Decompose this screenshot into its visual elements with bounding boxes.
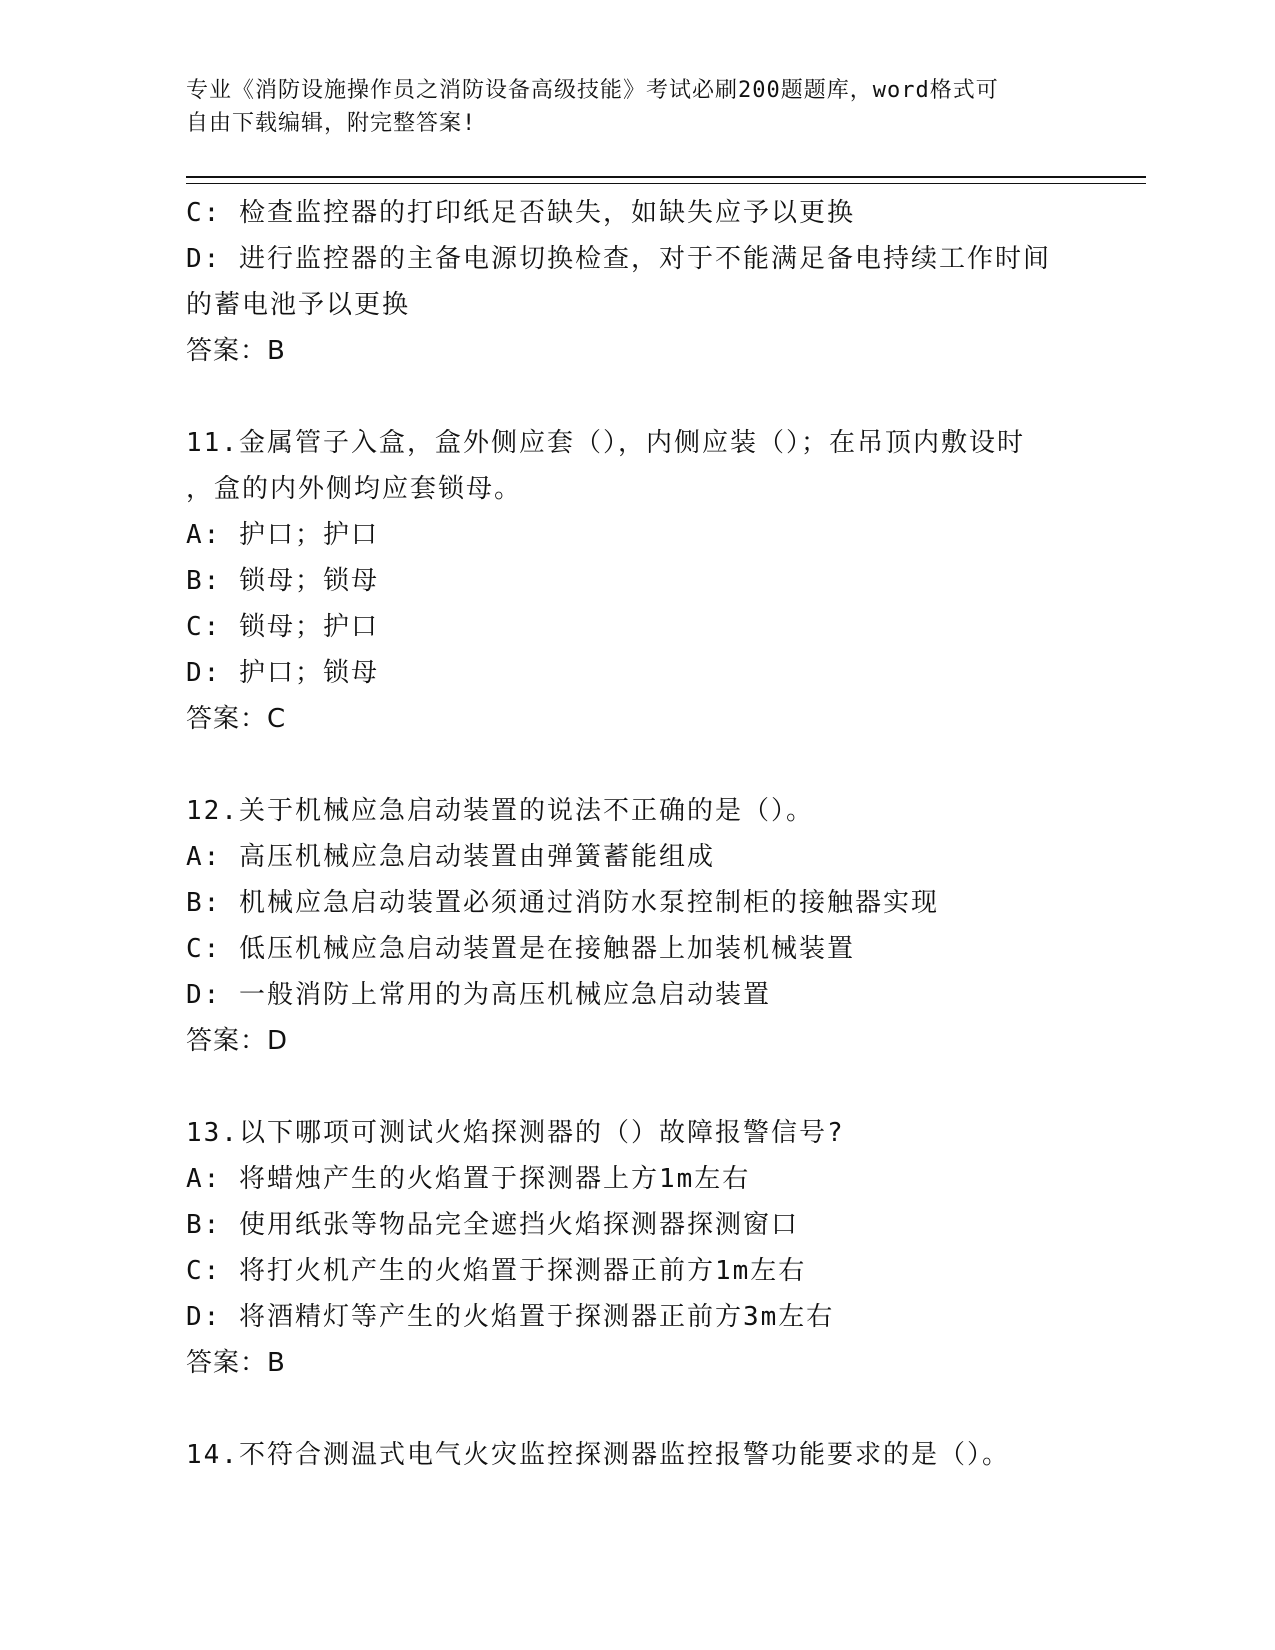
- spacer: [186, 742, 1086, 788]
- spacer: [186, 1064, 1086, 1110]
- option-b: B: 机械应急启动装置必须通过消防水泵控制柜的接触器实现: [186, 888, 939, 918]
- document-header: [186, 74, 1066, 140]
- option-d: D: 将酒精灯等产生的火焰置于探测器正前方3m左右: [186, 1302, 835, 1332]
- option-d: D: 一般消防上常用的为高压机械应急启动装置: [186, 980, 771, 1010]
- question-stem: 12.关于机械应急启动装置的说法不正确的是（）。: [186, 796, 814, 826]
- option-a: A: 高压机械应急启动装置由弹簧蓄能组成: [186, 842, 715, 872]
- question-11: [186, 420, 1086, 742]
- header-divider-thin: [186, 183, 1146, 184]
- question-stem: 13.以下哪项可测试火焰探测器的（）故障报警信号?: [186, 1118, 845, 1148]
- option-c: C: 将打火机产生的火焰置于探测器正前方1m左右: [186, 1256, 807, 1286]
- option-c: C: 检查监控器的打印纸足否缺失，如缺失应予以更换: [186, 198, 855, 228]
- answer: 答案：B: [186, 1348, 286, 1378]
- answer: 答案：C: [186, 704, 287, 734]
- question-stem: 14.不符合测温式电气火灾监控探测器监控报警功能要求的是（）。: [186, 1440, 1010, 1470]
- question-stem-continued: ，盒的内外侧均应套锁母。: [186, 474, 523, 504]
- option-b: B: 锁母；锁母: [186, 566, 379, 596]
- option-d: D: 护口；锁母: [186, 658, 379, 688]
- answer: 答案：D: [186, 1026, 289, 1056]
- option-b: B: 使用纸张等物品完全遮挡火焰探测器探测窗口: [186, 1210, 799, 1240]
- header-line-1: 专业《消防设施操作员之消防设备高级技能》考试必刷200题题库，word格式可: [186, 78, 999, 103]
- header-divider-thick: [186, 176, 1146, 178]
- option-d: D: 进行监控器的主备电源切换检查，对于不能满足备电持续工作时间: [186, 244, 1051, 274]
- option-d-continued: 的蓄电池予以更换: [186, 290, 411, 320]
- option-c: C: 低压机械应急启动装置是在接触器上加装机械装置: [186, 934, 855, 964]
- question-10-tail: [186, 190, 1086, 374]
- answer: 答案：B: [186, 336, 286, 366]
- question-14: [186, 1432, 1086, 1478]
- option-a: A: 将蜡烛产生的火焰置于探测器上方1m左右: [186, 1164, 751, 1194]
- spacer: [186, 1386, 1086, 1432]
- option-c: C: 锁母；护口: [186, 612, 379, 642]
- question-stem: 11.金属管子入盒，盒外侧应套（），内侧应装（）；在吊顶内敷设时: [186, 428, 1025, 458]
- spacer: [186, 374, 1086, 420]
- question-12: [186, 788, 1086, 1064]
- header-line-2: 自由下载编辑，附完整答案!: [186, 111, 477, 136]
- question-list: [186, 190, 1086, 1478]
- option-a: A: 护口；护口: [186, 520, 379, 550]
- question-13: [186, 1110, 1086, 1386]
